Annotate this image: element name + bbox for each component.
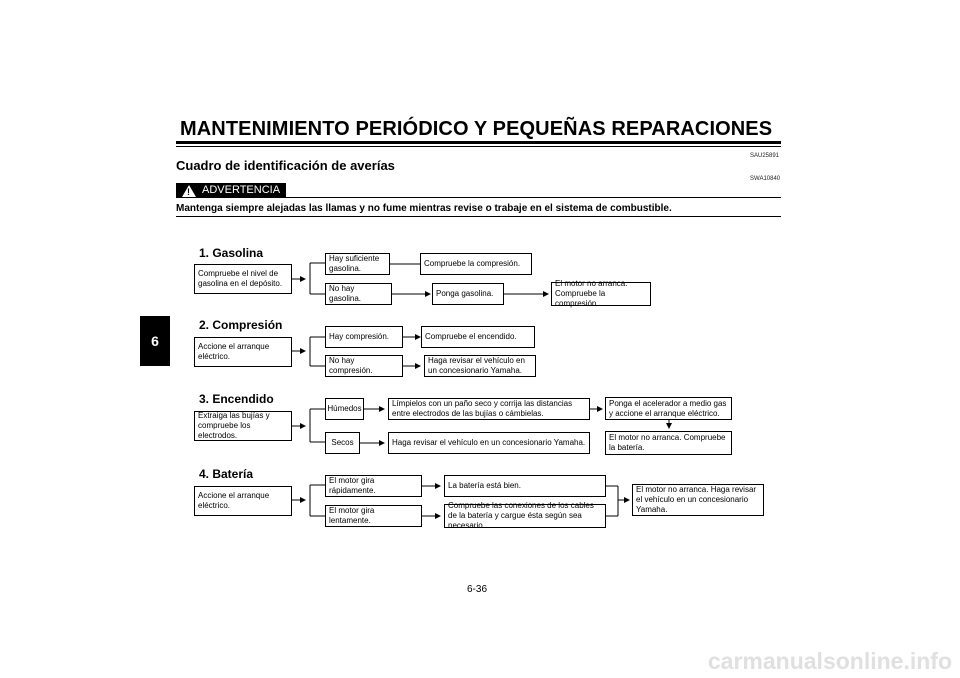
box-text: Compruebe el nivel de gasolina en el depósito. (198, 269, 283, 288)
gasolina-no-box (325, 283, 392, 305)
step-title-gasolina: 1. Gasolina (199, 246, 264, 260)
box-text: Límpielos con un paño seco y corrija las distancias entre electrodos de las bujías o cámbielas. (392, 399, 573, 418)
compresion-no-box (325, 355, 403, 377)
page-number: 6-36 (467, 584, 488, 595)
box-text: El motor gira rápidamente. (329, 476, 376, 495)
section-code: SAU25891 (750, 153, 780, 159)
gasolina-no-final-box (551, 279, 651, 308)
warning-text: Mantenga siempre alejadas las llamas y no fume mientras revise o trabaje en el sistema de combustible. (176, 203, 672, 214)
box-text: Compruebe las conexiones de los cables de la batería y cargue ésta según sea necesario. (448, 501, 594, 530)
gasolina-start-box (194, 264, 292, 294)
box-text: Secos (331, 438, 354, 447)
page-header-title: MANTENIMIENTO PERIÓDICO Y PEQUEÑAS REPARACIONES (180, 118, 773, 140)
box-text: Compruebe el encendido. (425, 332, 517, 341)
step-title-compresion: 2. Compresión (199, 318, 283, 332)
box-text: El motor gira lentamente. (329, 506, 375, 525)
encendido-wet-final-box (605, 397, 732, 420)
gasolina-no-next-box (432, 283, 504, 305)
box-text: No hay compresión. (329, 356, 373, 375)
step-title-encendido: 3. Encendido (199, 392, 274, 406)
gasolina-yes-next-box (420, 253, 532, 275)
watermark: carmanualsonline.info (707, 648, 952, 674)
encendido-wet-box (325, 398, 364, 420)
encendido-wet-next-box (388, 398, 590, 420)
section-title: Cuadro de identificación de averías (176, 158, 395, 173)
box-text: No hay gasolina. (329, 284, 362, 303)
bateria-fast-next-box (444, 475, 606, 497)
warning-code: SWA10840 (750, 176, 781, 182)
box-text: Haga revisar el vehículo en un concesionario Yamaha. (392, 438, 586, 447)
bateria-slow-box (325, 505, 422, 527)
box-text: El motor no arranca. Haga revisar el vehículo en un concesionario Yamaha. (636, 485, 757, 514)
chapter-tab: 6 (140, 316, 170, 366)
compresion-yes-next-box (421, 326, 535, 348)
warning-triangle-icon: ! (182, 185, 196, 197)
encendido-wet-final2-box (605, 431, 732, 455)
bateria-start-box (194, 486, 292, 516)
gasolina-yes-box (325, 253, 390, 275)
compresion-no-next-box (424, 355, 536, 377)
box-text: Accione el arranque eléctrico. (198, 342, 270, 361)
box-text: Ponga el acelerador a medio gas y accione el arranque eléctrico. (609, 398, 727, 418)
box-text: Extraiga las bujías y compruebe los electrodos. (198, 411, 270, 440)
box-text: Ponga gasolina. (436, 289, 494, 298)
box-text: Hay compresión. (329, 332, 390, 341)
box-text: Hay suficiente gasolina. (329, 254, 380, 273)
step-title-bateria: 4. Batería (199, 467, 254, 481)
encendido-dry-box (325, 432, 360, 454)
box-text: El motor no arranca. Compruebe la batería. (609, 433, 726, 452)
box-text: Accione el arranque eléctrico. (198, 491, 270, 510)
box-text: Haga revisar el vehículo en un concesionario Yamaha. (428, 356, 525, 375)
compresion-start-box (194, 337, 292, 367)
compresion-yes-box (325, 326, 403, 348)
box-text: La batería está bien. (448, 481, 521, 490)
box-text: Compruebe la compresión. (424, 259, 521, 268)
warning-label: ADVERTENCIA (202, 184, 281, 196)
encendido-dry-next-box (388, 432, 590, 454)
box-text: El motor no arranca. Compruebe la compresión. (555, 279, 628, 308)
bateria-fast-box (325, 475, 422, 497)
encendido-start-box (194, 411, 292, 441)
bateria-slow-next-box (444, 501, 606, 530)
bateria-final-box (632, 484, 764, 516)
box-text: Húmedos (327, 404, 362, 413)
